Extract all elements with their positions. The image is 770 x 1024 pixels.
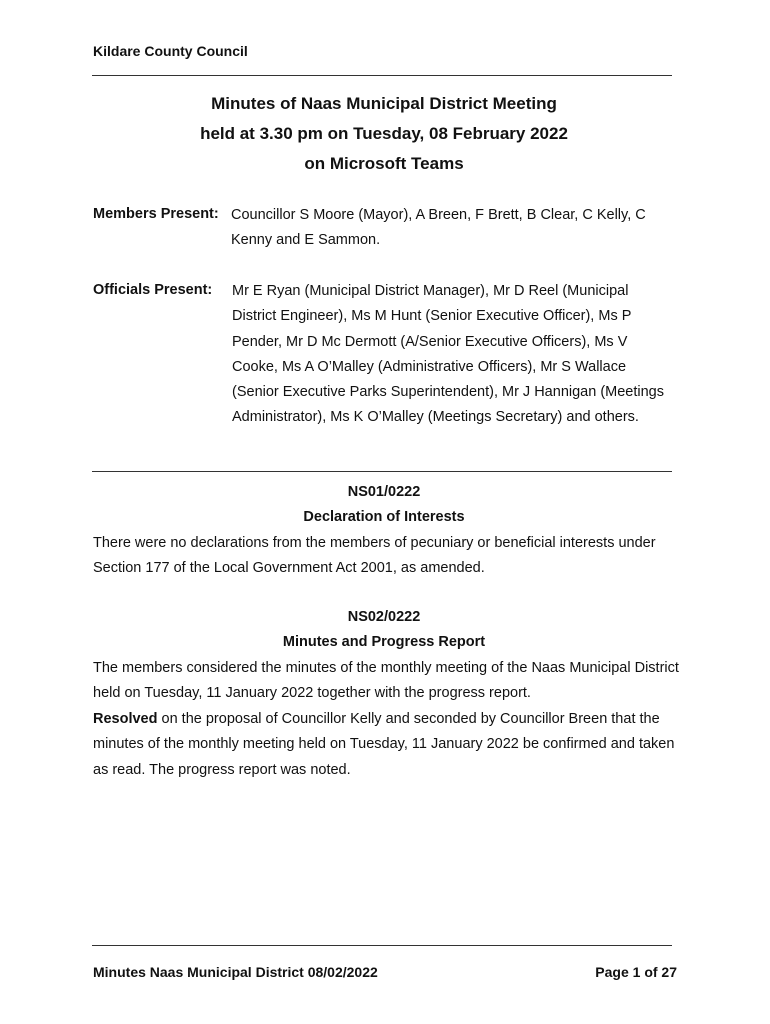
item-body: The members considered the minutes of the monthly meeting of the Naas Municipal District held on Tuesday, 11 January 2022 together with the progress report. [93, 660, 679, 702]
officials-present-text: Mr E Ryan (Municipal District Manager), Mr D Reel (Municipal District Engineer), Ms M Hunt (Senior Executive Officer), Ms P Pender, Mr D Mc Dermott (A/Senior Executive Officers), Ms V Cooke, Ms A O’Malley (Administrative Officers), Mr S Wallace (Senior Executive Parks Superintendent), Mr J Hannigan (Meetings Administrator), Ms K O’Malley (Meetings Secretary) and others. [232, 283, 664, 426]
item-code: NS02/0222 [347, 609, 421, 625]
organisation-header: Kildare County Council [93, 43, 248, 59]
item-title: Minutes and Progress Report [282, 634, 486, 650]
item-resolution [93, 707, 683, 783]
resolution-text: on the proposal of Councillor Kelly and seconded by Councillor Breen that the minutes of the monthly meeting held on Tuesday, 11 January 2022 be confirmed and taken as read. The progress report was noted. [93, 711, 675, 778]
footer-document-name: Minutes Naas Municipal District 08/02/2022 [93, 964, 378, 980]
item-code: NS01/0222 [347, 484, 421, 500]
item-title: Declaration of Interests [303, 509, 465, 525]
document-title-line-2: held at 3.30 pm on Tuesday, 08 February 2022 [200, 124, 568, 143]
header-divider [92, 75, 672, 76]
page-number: Page 1 of 27 [595, 964, 677, 980]
footer-divider [92, 945, 672, 946]
item-body: There were no declarations from the members of pecuniary or beneficial interests under Section 177 of the Local Government Act 2001, as amended. [93, 535, 656, 577]
resolved-keyword: Resolved [93, 711, 158, 727]
officials-present-label: Officials Present: [93, 282, 213, 298]
document-title-line-1: Minutes of Naas Municipal District Meeting [211, 94, 557, 113]
members-present-label: Members Present: [93, 206, 219, 222]
members-present-text: Councillor S Moore (Mayor), A Breen, F Brett, B Clear, C Kelly, C Kenny and E Sammon. [231, 207, 646, 249]
section-divider [92, 471, 672, 472]
document-title-line-3: on Microsoft Teams [304, 154, 464, 173]
